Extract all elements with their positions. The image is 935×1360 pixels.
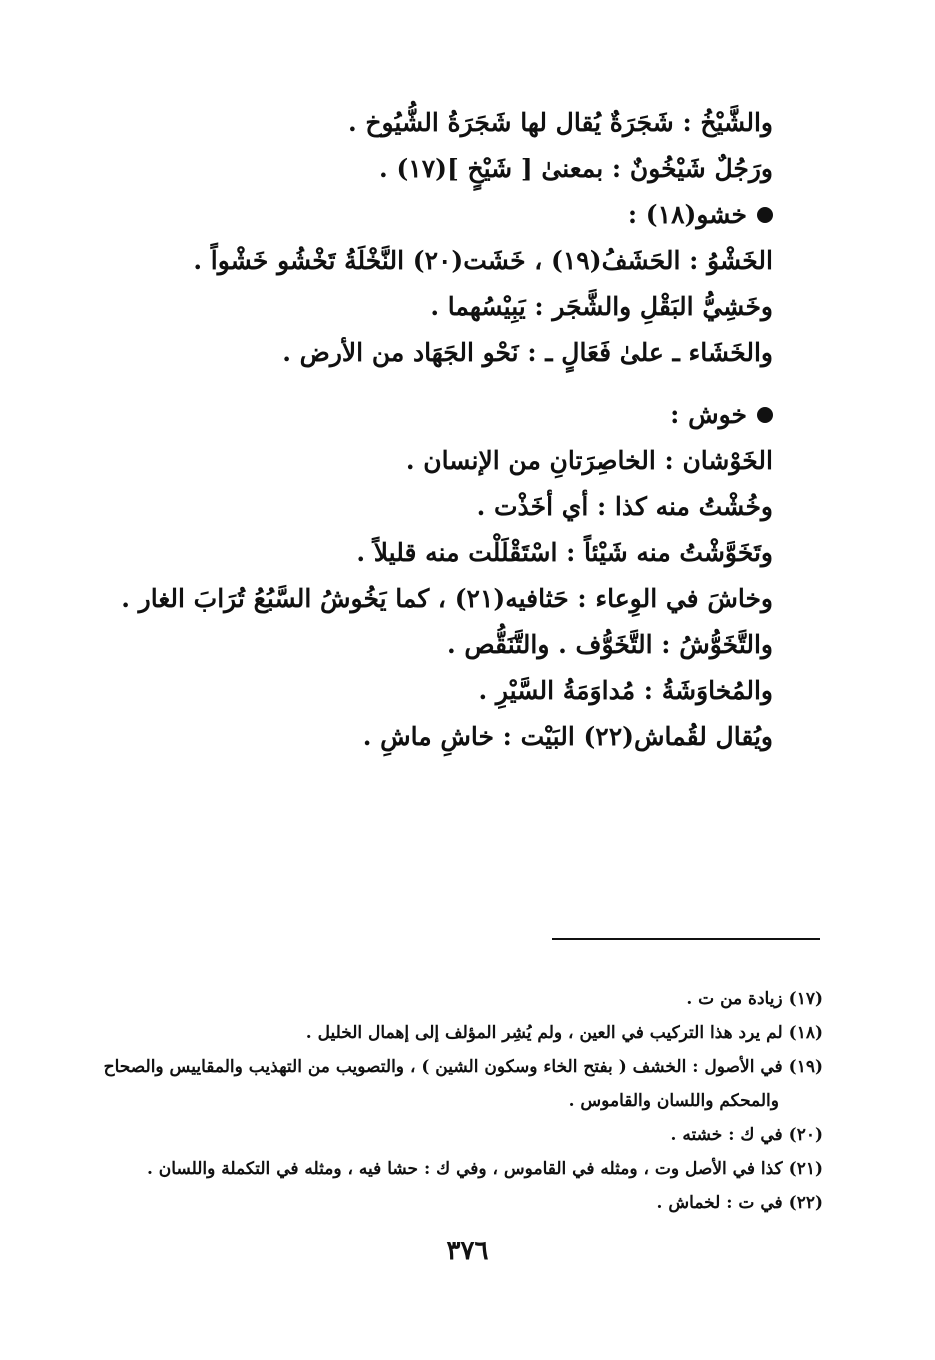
text-line: والشَّيْخُ : شَجَرَةٌ يُقال لها شَجَرَةُ الشُّيُوخ . [347, 108, 773, 137]
bullet-icon [757, 407, 773, 423]
entry-heading-label: خوش : [670, 400, 747, 429]
text-line: والتَّخَوُّشُ : التَّخَوُّف . والتَّنَقُّص . [447, 630, 773, 659]
footnote-number: (١٩) [788, 1057, 823, 1077]
text-line: وخاشَ في الوِعاء : حَثافيه(٢١) ، كما يَخُوشُ السَّبُعُ تُرَابَ الغار . [121, 584, 773, 613]
footnote-text: في ك : خشته . [670, 1125, 783, 1145]
text-line: ورَجُلٌ شَيْخُونٌ : بمعنىٰ [ شَيْخٍ ](١٧) . [379, 154, 773, 183]
footnote-text: كذا في الأصل وت ، ومثله في القاموس ، وفي ك : حشا فيه ، ومثله في التكملة واللسان . [146, 1159, 783, 1179]
footnote-text: في الأصول : الخشف ( بفتح الخاء وسكون الشين ) ، والتصويب من التهذيب والمقاييس والصحاح [103, 1057, 783, 1077]
footnote-number: (١٨) [788, 1023, 823, 1043]
footnote-number: (٢٢) [788, 1193, 823, 1213]
footnote [83, 1118, 823, 1152]
footnote [83, 1050, 823, 1084]
text-line: والخَشَاء ـ علىٰ فَعَالٍ ـ : نَحْو الجَهَاد من الأرض . [282, 338, 773, 367]
footnote [83, 1016, 823, 1050]
text-line: الخَوْشان : الخاصِرَتانِ من الإنسان . [405, 446, 773, 475]
page-number: ٣٧٦ [446, 1236, 489, 1266]
footnote [83, 1186, 823, 1220]
footnote-number: (٢١) [788, 1159, 823, 1179]
entry-heading [133, 392, 773, 438]
text-line: الخَشْوُ : الحَشَفُ(١٩) ، خَشَت(٢٠) النَّخْلَةُ تَخْشُو خَشْواً . [193, 246, 773, 275]
footnotes [83, 982, 823, 1220]
footnote [83, 1152, 823, 1186]
entry-heading-label: خشو(١٨) : [627, 200, 747, 229]
spacer [133, 376, 773, 392]
footnote-number: (٢٠) [788, 1125, 823, 1145]
footnote-text: لم يرد هذا التركيب في العين ، ولم يُشِر المؤلف إلى إهمال الخليل . [305, 1023, 783, 1043]
footnote-text: زيادة من ت . [686, 989, 783, 1009]
footnote-divider [552, 938, 820, 940]
footnote-text: في ت : لخماش . [656, 1193, 783, 1213]
text-line: ويُقال لقُماش(٢٢) البَيْت : خاشِ ماشِ . [362, 722, 773, 751]
entry-heading [133, 192, 773, 238]
footnote [83, 982, 823, 1016]
main-text [121, 100, 773, 760]
bullet-icon [757, 207, 773, 223]
footnote-number: (١٧) [788, 989, 823, 1009]
footnote-continuation: والمحكم واللسان والقاموس . [568, 1091, 779, 1111]
text-line: وتَخَوَّشْتُ منه شَيْئاً : اسْتَقْلَلْت منه قليلاً . [356, 538, 773, 567]
text-line: والمُخاوَشَةُ : مُداوَمَةُ السَّيْرِ . [478, 676, 773, 705]
text-line: وخُشْتُ منه كذا : أي أخَذْت . [476, 492, 773, 521]
text-line: وخَشِيُّ البَقْلِ والشَّجَر : يَبِيْسُهما . [430, 292, 773, 321]
